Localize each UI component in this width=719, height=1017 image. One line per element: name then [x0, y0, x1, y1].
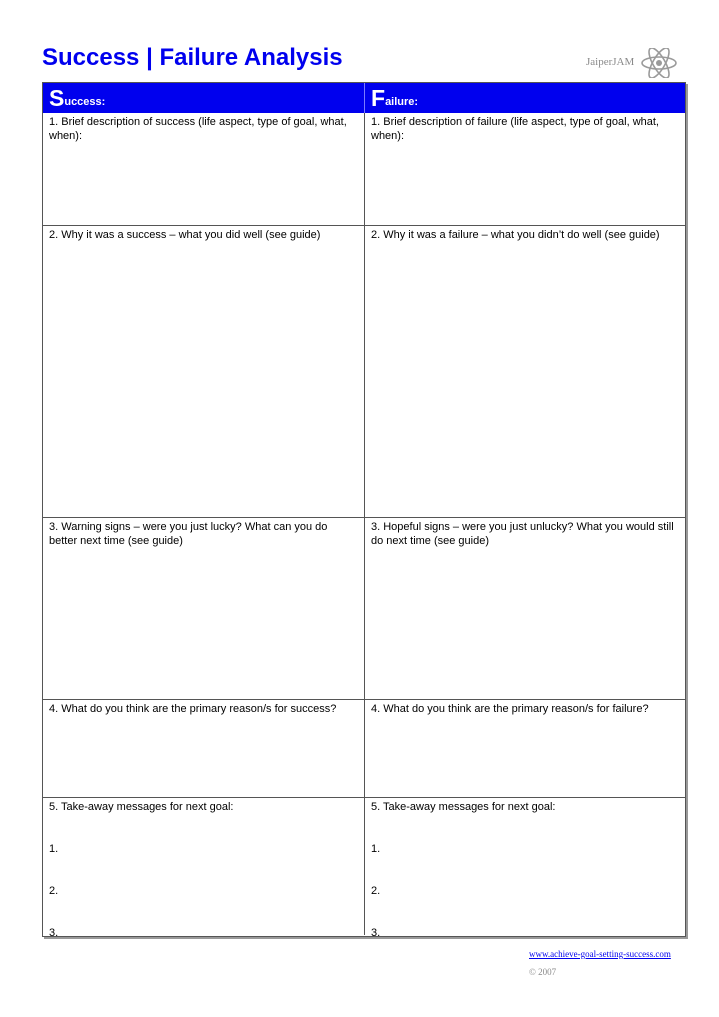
success-takeaway-2: 2.: [49, 885, 59, 897]
table-row: [43, 517, 685, 699]
failure-takeaway-1: 1.: [371, 843, 381, 855]
website-link[interactable]: www.achieve-goal-setting-success.com: [529, 949, 671, 959]
failure-column-header: [364, 83, 685, 113]
success-description-cell[interactable]: 1. Brief description of success (life aspect, type of goal, what, when):: [49, 116, 347, 142]
failure-takeaway-label: 5. Take-away messages for next goal:: [371, 801, 556, 813]
success-column-header: [43, 83, 364, 113]
analysis-table: [42, 82, 686, 937]
failure-takeaway-3: 3.: [371, 927, 381, 939]
success-warning-signs-cell[interactable]: 3. Warning signs – were you just lucky? What can you do better next time (see guide): [49, 521, 328, 547]
copyright: © 2007: [529, 967, 557, 977]
success-takeaway-label: 5. Take-away messages for next goal:: [49, 801, 234, 813]
success-takeaway-cell[interactable]: [43, 798, 364, 939]
failure-why-cell[interactable]: 2. Why it was a failure – what you didn’t do well (see guide): [364, 226, 685, 517]
failure-header-label: ailure:: [385, 96, 419, 108]
success-takeaway-1: 1.: [49, 843, 59, 855]
table-row: [43, 225, 685, 517]
failure-description-cell[interactable]: 1. Brief description of failure (life aspect, type of goal, what, when):: [364, 113, 685, 225]
success-takeaway-3: 3.: [49, 927, 59, 939]
failure-takeaway-2: 2.: [371, 885, 381, 897]
page-title: Success | Failure Analysis: [42, 44, 343, 71]
failure-hopeful-signs-cell[interactable]: 3. Hopeful signs – were you just unlucky? What you would still do next time (see guide): [364, 518, 685, 699]
success-reasons-cell[interactable]: 4. What do you think are the primary reason/s for success?: [49, 703, 337, 715]
table-row: [43, 797, 685, 939]
atom-logo-icon: [640, 48, 678, 78]
success-initial: S: [49, 85, 65, 111]
table-row: [43, 699, 685, 797]
failure-initial: F: [371, 85, 386, 111]
brand-name: JaiperJAM: [586, 56, 635, 68]
failure-reasons-cell[interactable]: 4. What do you think are the primary reason/s for failure?: [364, 700, 685, 797]
success-why-cell[interactable]: 2. Why it was a success – what you did well (see guide): [49, 229, 321, 241]
table-row: [43, 113, 685, 225]
success-header-label: uccess:: [64, 96, 106, 108]
table-header: [43, 83, 685, 113]
failure-takeaway-cell[interactable]: [364, 798, 685, 939]
